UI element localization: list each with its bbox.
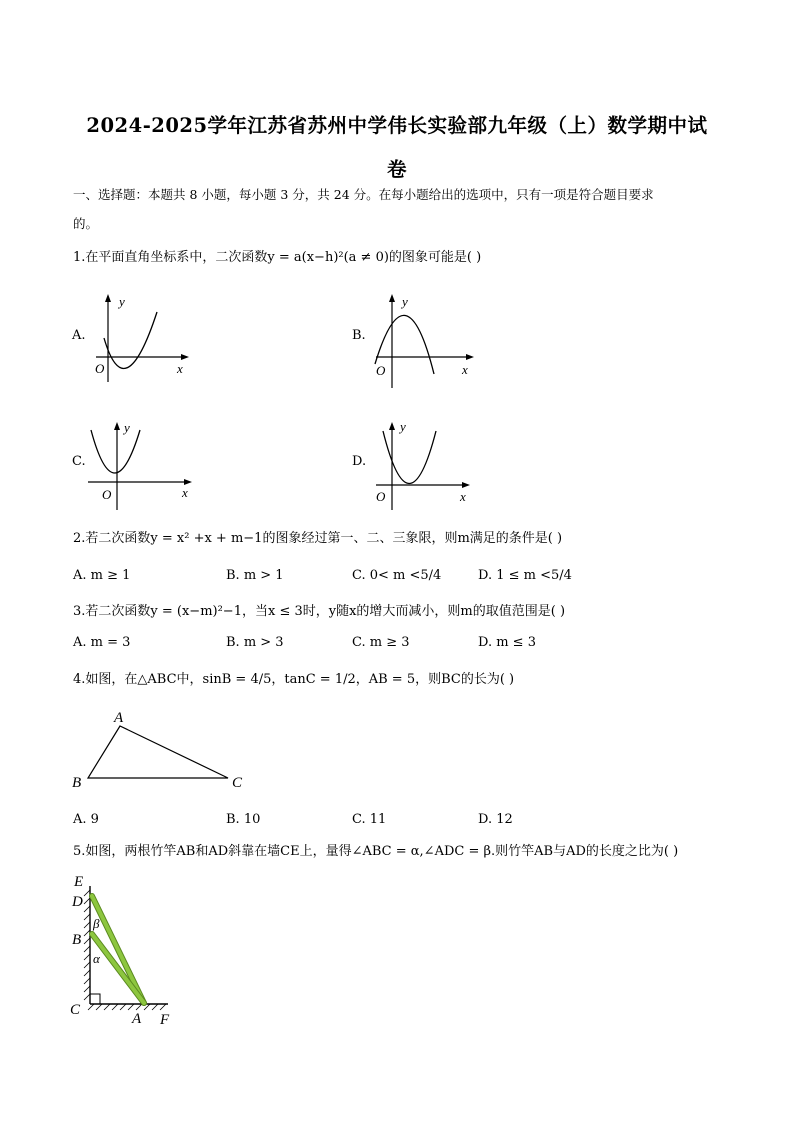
y-axis-label: y <box>400 419 406 434</box>
point-b-label: B <box>72 932 82 948</box>
y-axis-label: y <box>124 420 130 435</box>
origin-label: O <box>102 487 112 502</box>
y-axis-arrow-icon <box>114 422 120 430</box>
q2-option-c: C. 0< m <5/4 <box>352 568 442 583</box>
y-axis-label: y <box>402 294 408 309</box>
q4-option-d: D. 12 <box>478 812 513 827</box>
y-axis-arrow-icon <box>105 294 111 302</box>
vertex-b-label: B <box>72 775 82 791</box>
q3-option-b: B. m > 3 <box>226 635 284 650</box>
x-axis-label: x <box>182 485 188 500</box>
q2-option-d: D. 1 ≤ m <5/4 <box>478 568 572 583</box>
title-line-1: 2024-2025学年江苏省苏州中学伟长实验部九年级（上）数学期中试 <box>86 114 708 137</box>
angle-beta-label: β <box>93 916 100 931</box>
q1-option-a-label: A. <box>72 328 86 343</box>
section-heading-line-1: 一、选择题：本题共 8 小题，每小题 3 分，共 24 分。在每小题给出的选项中，只有一项是符合题目要求 <box>73 187 654 202</box>
origin-label: O <box>376 489 386 504</box>
parabola-curve <box>91 430 140 473</box>
point-d-label: D <box>72 894 83 910</box>
vertex-a-label: A <box>114 710 124 726</box>
triangle-abc <box>88 726 228 778</box>
x-axis-arrow-icon <box>466 354 474 360</box>
x-axis-label: x <box>460 489 466 504</box>
q1-option-d-label: D. <box>352 454 367 469</box>
wall-hatching <box>84 890 90 1000</box>
q3-option-d: D. m ≤ 3 <box>478 635 536 650</box>
q3-stem: 3.若二次函数y = (x−m)²−1，当x ≤ 3时，y随x的增大而减小，则m的取值范围是( ) <box>73 604 566 619</box>
page-title <box>60 104 734 192</box>
parabola-curve <box>383 431 436 484</box>
right-angle-mark <box>90 994 100 1004</box>
q5-stem: 5.如图，两根竹竿AB和AD斜靠在墙CE上，量得∠ABC = α,∠ADC = β.则竹竿AB与AD的长度之比为( ) <box>73 844 679 859</box>
angle-alpha-label: α <box>93 951 100 966</box>
point-e-label: E <box>74 874 84 890</box>
q2-stem: 2.若二次函数y = x² +x + m−1的图象经过第一、二、三象限，则m满足的条件是( ) <box>73 531 563 546</box>
y-axis-arrow-icon <box>389 294 395 302</box>
q3-option-c: C. m ≥ 3 <box>352 635 410 650</box>
q4-stem: 4.如图，在△ABC中，sinB = 4/5，tanC = 1/2，AB = 5，则BC的长为( ) <box>73 672 515 687</box>
q1-option-b-label: B. <box>352 328 366 343</box>
section-heading-line-2: 的。 <box>73 216 99 231</box>
x-axis-label: x <box>177 361 183 376</box>
q1-graph-a <box>90 290 200 390</box>
point-f-label: F <box>160 1012 170 1028</box>
x-axis-arrow-icon <box>181 354 189 360</box>
q4-option-b: B. 10 <box>226 812 261 827</box>
q3-option-a: A. m = 3 <box>73 635 131 650</box>
bamboo-ad <box>92 896 144 1003</box>
q4-option-c: C. 11 <box>352 812 387 827</box>
q1-graph-c <box>84 418 199 513</box>
vertex-c-label: C <box>232 775 243 791</box>
point-c-label: C <box>70 1002 81 1018</box>
q1-stem: 1.在平面直角坐标系中，二次函数y = a(x−h)²(a ≠ 0)的图象可能是( ) <box>73 250 482 265</box>
q1-graph-d <box>370 418 485 513</box>
title-line-2: 卷 <box>386 158 407 181</box>
ground-hatching <box>88 1004 166 1010</box>
x-axis-arrow-icon <box>462 482 470 488</box>
origin-label: O <box>95 361 105 376</box>
y-axis-arrow-icon <box>389 422 395 430</box>
x-axis-label: x <box>462 362 468 377</box>
y-axis-label: y <box>119 294 125 309</box>
q1-option-c-label: C. <box>72 454 86 469</box>
q1-graph-b <box>370 290 480 390</box>
q4-triangle-figure <box>68 706 258 796</box>
point-a-label: A <box>132 1011 142 1027</box>
parabola-curve <box>104 312 157 368</box>
q4-option-a: A. 9 <box>73 812 99 827</box>
q2-option-a: A. m ≥ 1 <box>73 568 131 583</box>
origin-label: O <box>376 363 386 378</box>
q2-option-b: B. m > 1 <box>226 568 284 583</box>
q5-bamboo-figure <box>68 866 188 1031</box>
